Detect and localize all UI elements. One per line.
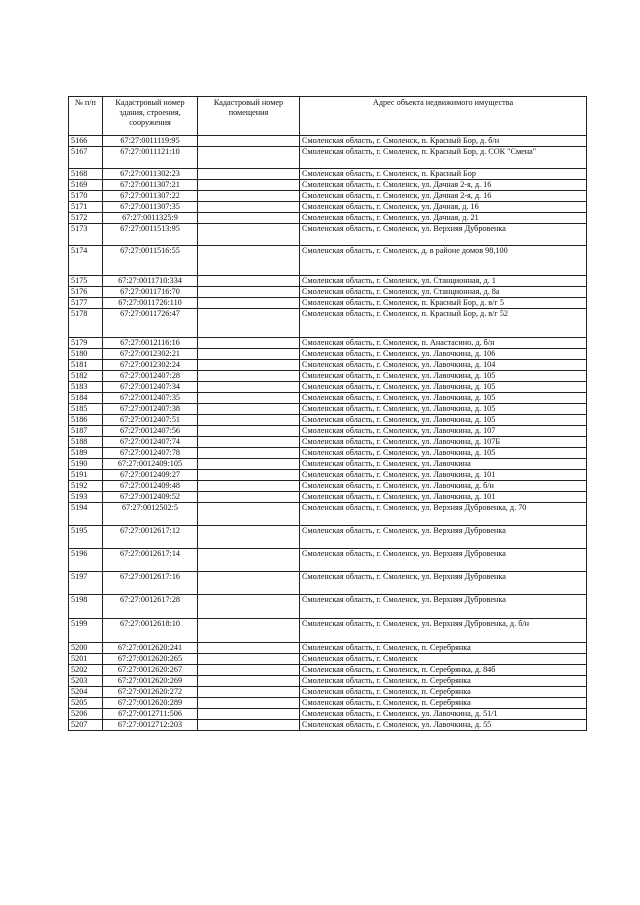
row-room-cadastral xyxy=(198,720,300,731)
row-number: 5179 xyxy=(69,338,103,349)
row-building-cadastral: 67:27:0012502:5 xyxy=(103,503,198,526)
row-address: Смоленская область, г. Смоленск, п. Серебрянка xyxy=(300,676,587,687)
table-row xyxy=(69,360,587,371)
row-number: 5173 xyxy=(69,224,103,246)
row-building-cadastral: 67:27:0011513:95 xyxy=(103,224,198,246)
table-row xyxy=(69,191,587,202)
row-building-cadastral: 67:27:0011710:334 xyxy=(103,276,198,287)
row-address: Смоленская область, г. Смоленск, п. Анастасино, д. б/н xyxy=(300,338,587,349)
table-row xyxy=(69,492,587,503)
row-number: 5182 xyxy=(69,371,103,382)
row-address: Смоленская область, г. Смоленск, ул. Дачная, д. 21 xyxy=(300,213,587,224)
table-body xyxy=(69,136,587,731)
row-address: Смоленская область, г. Смоленск, ул. Лавочкина, д. 105 xyxy=(300,404,587,415)
row-room-cadastral xyxy=(198,687,300,698)
row-room-cadastral xyxy=(198,180,300,191)
row-room-cadastral xyxy=(198,309,300,338)
row-room-cadastral xyxy=(198,371,300,382)
row-room-cadastral xyxy=(198,549,300,572)
row-room-cadastral xyxy=(198,698,300,709)
row-number: 5200 xyxy=(69,643,103,654)
row-building-cadastral: 67:27:0012407:56 xyxy=(103,426,198,437)
row-room-cadastral xyxy=(198,393,300,404)
row-number: 5204 xyxy=(69,687,103,698)
table-row xyxy=(69,169,587,180)
row-building-cadastral: 67:27:0012409:48 xyxy=(103,481,198,492)
row-address: Смоленская область, г. Смоленск xyxy=(300,654,587,665)
table-row xyxy=(69,526,587,549)
row-number: 5185 xyxy=(69,404,103,415)
row-number: 5203 xyxy=(69,676,103,687)
row-address: Смоленская область, г. Смоленск, ул. Станционная, д. 8а xyxy=(300,287,587,298)
row-number: 5174 xyxy=(69,246,103,276)
row-room-cadastral xyxy=(198,709,300,720)
row-address: Смоленская область, г. Смоленск, ул. Лавочкина, д. 107 xyxy=(300,426,587,437)
table-row xyxy=(69,338,587,349)
table-row xyxy=(69,503,587,526)
row-room-cadastral xyxy=(198,470,300,481)
row-building-cadastral: 67:27:0012302:21 xyxy=(103,349,198,360)
row-address: Смоленская область, г. Смоленск, ул. Лавочкина, д. 105 xyxy=(300,393,587,404)
row-number: 5180 xyxy=(69,349,103,360)
row-number: 5206 xyxy=(69,709,103,720)
row-address: Смоленская область, г. Смоленск, ул. Лавочкина, д. 104 xyxy=(300,360,587,371)
row-room-cadastral xyxy=(198,415,300,426)
row-building-cadastral: 67:27:0012620:272 xyxy=(103,687,198,698)
table-row xyxy=(69,276,587,287)
row-address: Смоленская область, г. Смоленск, ул. Лавочкина, д. 101 xyxy=(300,470,587,481)
row-building-cadastral: 67:27:0012617:12 xyxy=(103,526,198,549)
row-address: Смоленская область, г. Смоленск, п. Серебрянка xyxy=(300,698,587,709)
row-room-cadastral xyxy=(198,448,300,459)
row-room-cadastral xyxy=(198,276,300,287)
row-room-cadastral xyxy=(198,136,300,147)
row-address: Смоленская область, г. Смоленск, ул. Лавочкина, д. 105 xyxy=(300,415,587,426)
row-address: Смоленская область, г. Смоленск, ул. Лавочкина, д. 106 xyxy=(300,349,587,360)
table-row xyxy=(69,147,587,169)
table-row xyxy=(69,698,587,709)
row-building-cadastral: 67:27:0012302:24 xyxy=(103,360,198,371)
row-number: 5198 xyxy=(69,595,103,619)
row-room-cadastral xyxy=(198,665,300,676)
row-building-cadastral: 67:27:0011307:35 xyxy=(103,202,198,213)
table-row xyxy=(69,246,587,276)
row-room-cadastral xyxy=(198,147,300,169)
row-room-cadastral xyxy=(198,202,300,213)
row-room-cadastral xyxy=(198,619,300,643)
row-number: 5195 xyxy=(69,526,103,549)
table-row xyxy=(69,136,587,147)
row-address: Смоленская область, г. Смоленск, д. в районе домов 98,100 xyxy=(300,246,587,276)
row-building-cadastral: 67:27:0012407:74 xyxy=(103,437,198,448)
row-address: Смоленская область, г. Смоленск, ул. Лавочкина, д. 105 xyxy=(300,382,587,393)
row-building-cadastral: 67:27:0012712:203 xyxy=(103,720,198,731)
row-address: Смоленская область, г. Смоленск, п. Красный Бор, д. в/г 5 xyxy=(300,298,587,309)
row-number: 5181 xyxy=(69,360,103,371)
row-address: Смоленская область, г. Смоленск, ул. Дачная 2-я, д. 16 xyxy=(300,191,587,202)
row-room-cadastral xyxy=(198,459,300,470)
row-number: 5194 xyxy=(69,503,103,526)
row-number: 5202 xyxy=(69,665,103,676)
row-number: 5187 xyxy=(69,426,103,437)
row-address: Смоленская область, г. Смоленск, ул. Лавочкина, д. 51/1 xyxy=(300,709,587,720)
row-number: 5166 xyxy=(69,136,103,147)
row-room-cadastral xyxy=(198,437,300,448)
row-room-cadastral xyxy=(198,404,300,415)
row-number: 5191 xyxy=(69,470,103,481)
row-room-cadastral xyxy=(198,298,300,309)
row-building-cadastral: 67:27:0012617:16 xyxy=(103,572,198,595)
row-number: 5205 xyxy=(69,698,103,709)
row-building-cadastral: 67:27:0012618:10 xyxy=(103,619,198,643)
row-address: Смоленская область, г. Смоленск, ул. Лавочкина, д. 107Б xyxy=(300,437,587,448)
row-number: 5178 xyxy=(69,309,103,338)
row-building-cadastral: 67:27:0011716:70 xyxy=(103,287,198,298)
row-number: 5197 xyxy=(69,572,103,595)
table-row xyxy=(69,415,587,426)
row-building-cadastral: 67:27:0011307:21 xyxy=(103,180,198,191)
table-row xyxy=(69,595,587,619)
row-room-cadastral xyxy=(198,349,300,360)
header-room-cadastral: Кадастровый номер помещения xyxy=(198,97,300,136)
row-room-cadastral xyxy=(198,526,300,549)
row-number: 5196 xyxy=(69,549,103,572)
row-building-cadastral: 67:27:0012407:34 xyxy=(103,382,198,393)
row-number: 5184 xyxy=(69,393,103,404)
row-address: Смоленская область, г. Смоленск, ул. Лавочкина, д. 105 xyxy=(300,371,587,382)
table-row xyxy=(69,382,587,393)
header-number: № п/п xyxy=(69,97,103,136)
row-address: Смоленская область, г. Смоленск, ул. Верхняя Дубровенка xyxy=(300,595,587,619)
row-building-cadastral: 67:27:0012620:289 xyxy=(103,698,198,709)
table-row xyxy=(69,180,587,191)
table-row xyxy=(69,298,587,309)
row-number: 5193 xyxy=(69,492,103,503)
row-address: Смоленская область, г. Смоленск, п. Красный Бор, д. СОК "Смена" xyxy=(300,147,587,169)
row-room-cadastral xyxy=(198,287,300,298)
table-row xyxy=(69,213,587,224)
row-address: Смоленская область, г. Смоленск, ул. Лавочкина, д. 101 xyxy=(300,492,587,503)
row-room-cadastral xyxy=(198,246,300,276)
row-building-cadastral: 67:27:0012407:35 xyxy=(103,393,198,404)
row-building-cadastral: 67:27:0012620:241 xyxy=(103,643,198,654)
row-building-cadastral: 67:27:0011726:110 xyxy=(103,298,198,309)
row-building-cadastral: 67:27:0012409:27 xyxy=(103,470,198,481)
row-number: 5207 xyxy=(69,720,103,731)
row-number: 5170 xyxy=(69,191,103,202)
table-row xyxy=(69,549,587,572)
table-row xyxy=(69,665,587,676)
row-room-cadastral xyxy=(198,213,300,224)
row-address: Смоленская область, г. Смоленск, ул. Верхняя Дубровенка, д. 70 xyxy=(300,503,587,526)
row-building-cadastral: 67:27:0012711:506 xyxy=(103,709,198,720)
row-number: 5171 xyxy=(69,202,103,213)
row-address: Смоленская область, г. Смоленск, ул. Верхняя Дубровенка xyxy=(300,224,587,246)
row-number: 5183 xyxy=(69,382,103,393)
table-row xyxy=(69,404,587,415)
row-number: 5167 xyxy=(69,147,103,169)
row-address: Смоленская область, г. Смоленск, ул. Станционная, д. 1 xyxy=(300,276,587,287)
row-room-cadastral xyxy=(198,360,300,371)
property-registry-table xyxy=(68,96,587,731)
row-room-cadastral xyxy=(198,338,300,349)
row-number: 5169 xyxy=(69,180,103,191)
header-address: Адрес объекта недвижимого имущества xyxy=(300,97,587,136)
row-building-cadastral: 67:27:0011325:9 xyxy=(103,213,198,224)
row-number: 5177 xyxy=(69,298,103,309)
table-row xyxy=(69,572,587,595)
row-address: Смоленская область, г. Смоленск, п. Серебрянка xyxy=(300,643,587,654)
row-address: Смоленская область, г. Смоленск, ул. Лавочкина, д. 55 xyxy=(300,720,587,731)
table-row xyxy=(69,720,587,731)
row-building-cadastral: 67:27:0012116:16 xyxy=(103,338,198,349)
row-address: Смоленская область, г. Смоленск, ул. Лавочкина xyxy=(300,459,587,470)
table-row xyxy=(69,309,587,338)
row-address: Смоленская область, г. Смоленск, ул. Верхняя Дубровенка xyxy=(300,572,587,595)
row-building-cadastral: 67:27:0011119:95 xyxy=(103,136,198,147)
row-number: 5172 xyxy=(69,213,103,224)
row-room-cadastral xyxy=(198,492,300,503)
row-room-cadastral xyxy=(198,643,300,654)
table-row xyxy=(69,481,587,492)
row-room-cadastral xyxy=(198,654,300,665)
table-row xyxy=(69,202,587,213)
table-row xyxy=(69,643,587,654)
row-room-cadastral xyxy=(198,595,300,619)
table-row xyxy=(69,676,587,687)
row-building-cadastral: 67:27:0012620:269 xyxy=(103,676,198,687)
row-building-cadastral: 67:27:0012617:28 xyxy=(103,595,198,619)
row-room-cadastral xyxy=(198,224,300,246)
row-number: 5189 xyxy=(69,448,103,459)
row-number: 5175 xyxy=(69,276,103,287)
table-row xyxy=(69,470,587,481)
row-address: Смоленская область, г. Смоленск, п. Серебрянка, д. 84б xyxy=(300,665,587,676)
row-room-cadastral xyxy=(198,191,300,202)
row-number: 5176 xyxy=(69,287,103,298)
table-header-row xyxy=(69,97,587,136)
row-building-cadastral: 67:27:0012409:105 xyxy=(103,459,198,470)
row-address: Смоленская область, г. Смоленск, ул. Верхняя Дубровенка xyxy=(300,526,587,549)
row-building-cadastral: 67:27:0012407:78 xyxy=(103,448,198,459)
row-address: Смоленская область, г. Смоленск, п. Серебрянка xyxy=(300,687,587,698)
table-row xyxy=(69,459,587,470)
table-row xyxy=(69,709,587,720)
row-number: 5186 xyxy=(69,415,103,426)
row-address: Смоленская область, г. Смоленск, п. Красный Бор xyxy=(300,169,587,180)
row-number: 5188 xyxy=(69,437,103,448)
row-building-cadastral: 67:27:0011302:23 xyxy=(103,169,198,180)
row-building-cadastral: 67:27:0012620:265 xyxy=(103,654,198,665)
row-number: 5192 xyxy=(69,481,103,492)
table-row xyxy=(69,371,587,382)
table-row xyxy=(69,437,587,448)
table-row xyxy=(69,349,587,360)
row-room-cadastral xyxy=(198,169,300,180)
table-row xyxy=(69,448,587,459)
row-address: Смоленская область, г. Смоленск, ул. Дачная 2-я, д. 16 xyxy=(300,180,587,191)
row-building-cadastral: 67:27:0012407:28 xyxy=(103,371,198,382)
row-address: Смоленская область, г. Смоленск, п. Красный Бор, д. б/н xyxy=(300,136,587,147)
row-number: 5190 xyxy=(69,459,103,470)
table-row xyxy=(69,426,587,437)
table-row xyxy=(69,687,587,698)
row-room-cadastral xyxy=(198,503,300,526)
row-building-cadastral: 67:27:0011307:22 xyxy=(103,191,198,202)
row-building-cadastral: 67:27:0012407:51 xyxy=(103,415,198,426)
table-row xyxy=(69,287,587,298)
row-number: 5168 xyxy=(69,169,103,180)
table-row xyxy=(69,393,587,404)
row-address: Смоленская область, г. Смоленск, п. Красный Бор, д. в/г 52 xyxy=(300,309,587,338)
row-building-cadastral: 67:27:0012407:38 xyxy=(103,404,198,415)
row-address: Смоленская область, г. Смоленск, ул. Верхняя Дубровенка xyxy=(300,549,587,572)
row-number: 5201 xyxy=(69,654,103,665)
table-row xyxy=(69,224,587,246)
row-address: Смоленская область, г. Смоленск, ул. Верхняя Дубровенка, д. б/н xyxy=(300,619,587,643)
header-building-cadastral: Кадастровый номер здания, строения, сооружения xyxy=(103,97,198,136)
row-building-cadastral: 67:27:0012409:52 xyxy=(103,492,198,503)
table-row xyxy=(69,619,587,643)
row-room-cadastral xyxy=(198,572,300,595)
row-building-cadastral: 67:27:0012620:267 xyxy=(103,665,198,676)
row-building-cadastral: 67:27:0011516:55 xyxy=(103,246,198,276)
row-building-cadastral: 67:27:0012617:14 xyxy=(103,549,198,572)
row-building-cadastral: 67:27:0011726:47 xyxy=(103,309,198,338)
table-row xyxy=(69,654,587,665)
row-room-cadastral xyxy=(198,676,300,687)
row-address: Смоленская область, г. Смоленск, ул. Лавочкина, д. б/н xyxy=(300,481,587,492)
row-room-cadastral xyxy=(198,481,300,492)
row-number: 5199 xyxy=(69,619,103,643)
row-address: Смоленская область, г. Смоленск, ул. Лавочкина, д. 105 xyxy=(300,448,587,459)
row-address: Смоленская область, г. Смоленск, ул. Дачная, д. 16 xyxy=(300,202,587,213)
row-room-cadastral xyxy=(198,426,300,437)
row-room-cadastral xyxy=(198,382,300,393)
row-building-cadastral: 67:27:0011121:10 xyxy=(103,147,198,169)
